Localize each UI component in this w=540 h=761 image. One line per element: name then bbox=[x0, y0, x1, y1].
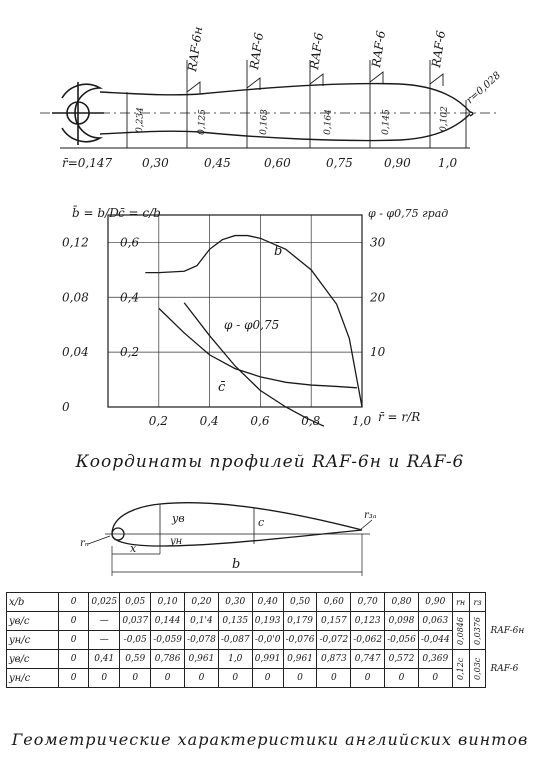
blade-outline bbox=[100, 84, 473, 141]
table-header-cell: 0,025 bbox=[89, 593, 120, 612]
row-label: yв/c bbox=[7, 650, 59, 669]
sketch-label-yv: yв bbox=[172, 512, 185, 525]
y-axis-label-phi: φ - φ0,75 град bbox=[368, 207, 449, 220]
table-cell: 0,873 bbox=[317, 650, 351, 669]
table-cell: 0 bbox=[89, 669, 120, 688]
rn-top-cell: 0,0846 bbox=[452, 612, 469, 650]
sketch-label-r-leading: rₙ bbox=[80, 538, 89, 549]
hub-icon bbox=[52, 82, 104, 145]
x-axis-label: r̄ = r/R bbox=[378, 410, 421, 424]
station-label: 0,30 bbox=[142, 156, 169, 170]
station-label: 0,60 bbox=[264, 156, 291, 170]
station-label: 0,45 bbox=[204, 156, 231, 170]
table-header-cell: 0,05 bbox=[120, 593, 151, 612]
table-cell: -0,062 bbox=[351, 631, 385, 650]
x-tick-label: 0,4 bbox=[199, 414, 219, 428]
table-header-cell: 0,60 bbox=[317, 593, 351, 612]
table-cell: -0,056 bbox=[385, 631, 419, 650]
y-tick-label-phi: 10 bbox=[370, 345, 386, 360]
coordinates-table bbox=[6, 592, 540, 688]
table-cell: -0,087 bbox=[218, 631, 252, 650]
profile-label: RAF-6 bbox=[429, 29, 449, 69]
table-header-cell: 0,90 bbox=[418, 593, 452, 612]
table-cell: 0 bbox=[317, 669, 351, 688]
table-cell: 0 bbox=[59, 650, 89, 669]
x-tick-label: 0,8 bbox=[301, 414, 321, 428]
sketch-label-yn: yн bbox=[170, 536, 183, 547]
table-cell: 0,098 bbox=[385, 612, 419, 631]
table-cell: 0,193 bbox=[252, 612, 283, 631]
table-header-cell: 0,70 bbox=[351, 593, 385, 612]
y-tick-label-b: 0,12 bbox=[62, 235, 89, 250]
table-cell: 0,157 bbox=[317, 612, 351, 631]
y-tick-label-b: 0,08 bbox=[62, 290, 89, 305]
table-cell: 0,063 bbox=[418, 612, 452, 631]
sketch-label-r-trailing: r₃ₐ bbox=[364, 510, 377, 521]
table-header-cell: rз bbox=[469, 593, 486, 612]
table-cell: 0,179 bbox=[283, 612, 317, 631]
y-tick-label-c: 0,6 bbox=[120, 235, 140, 250]
table-header-cell: 0,40 bbox=[252, 593, 283, 612]
distribution-chart bbox=[0, 195, 540, 445]
table-header-cell: 0 bbox=[59, 593, 89, 612]
rn-bottom-cell: 0,12c bbox=[452, 650, 469, 688]
table-header-cell: 0,10 bbox=[151, 593, 185, 612]
table-header-cell: x/b bbox=[7, 593, 59, 612]
bottom-caption: Геометрические характеристики английских винтов bbox=[11, 730, 529, 749]
table-cell: 0 bbox=[351, 669, 385, 688]
sketch-label-x: x bbox=[130, 542, 137, 555]
y-tick-label-c: 0,2 bbox=[120, 345, 140, 360]
table-cell: — bbox=[89, 631, 120, 650]
y-tick-label-b: 0,04 bbox=[62, 345, 89, 360]
table-cell: 0,123 bbox=[351, 612, 385, 631]
table-header-cell: rн bbox=[452, 593, 469, 612]
table-cell: 0,961 bbox=[283, 650, 317, 669]
y-tick-label-phi: 20 bbox=[370, 290, 386, 305]
table-cell: 0 bbox=[385, 669, 419, 688]
profile-sketch bbox=[0, 484, 540, 594]
table-cell: 0,786 bbox=[151, 650, 185, 669]
x-tick-label: 1,0 bbox=[352, 414, 372, 428]
table-cell: 0,59 bbox=[120, 650, 151, 669]
table-cell: 0 bbox=[283, 669, 317, 688]
y-tick-label-b: 0 bbox=[62, 400, 70, 414]
thickness-label: 0,125 bbox=[197, 109, 208, 136]
station-label: 0,75 bbox=[326, 156, 353, 170]
table-cell: -0,05 bbox=[120, 631, 151, 650]
profile-label: RAF-6 bbox=[247, 31, 267, 71]
table-cell: 0,572 bbox=[385, 650, 419, 669]
table-cell: 0 bbox=[151, 669, 185, 688]
table-header-cell: 0,20 bbox=[185, 593, 219, 612]
table-cell: 0,369 bbox=[418, 650, 452, 669]
thickness-label: 0,102 bbox=[439, 106, 450, 133]
sketch-label-c: c bbox=[258, 516, 265, 529]
thickness-label: 0,234 bbox=[135, 107, 146, 134]
table-cell: -0,0'0 bbox=[252, 631, 283, 650]
chart-grid bbox=[108, 215, 362, 407]
table-row bbox=[7, 650, 540, 669]
x-tick-label: 0,6 bbox=[250, 414, 270, 428]
y-axis-label-c: c̄ = c/b bbox=[118, 206, 161, 220]
table-cell: 0 bbox=[120, 669, 151, 688]
plot-frame bbox=[108, 215, 362, 407]
blade-planform-drawing bbox=[0, 0, 540, 200]
table-cell: 0,1'4 bbox=[185, 612, 219, 631]
table-header-cell: 0,50 bbox=[283, 593, 317, 612]
rz-bottom-cell: 0,03c bbox=[469, 650, 486, 688]
thickness-label: 0,145 bbox=[381, 109, 392, 136]
table-cell: -0,059 bbox=[151, 631, 185, 650]
table-cell: 0 bbox=[59, 631, 89, 650]
station-label: r̄=0,147 bbox=[62, 156, 113, 170]
table-cell: -0,072 bbox=[317, 631, 351, 650]
table-header-cell: 0,30 bbox=[218, 593, 252, 612]
rz-top-cell: 0,0376 bbox=[469, 612, 486, 650]
table-header-row bbox=[7, 593, 540, 612]
profile-label: RAF-6 bbox=[307, 31, 327, 71]
tip-radius-label: r=0,028 bbox=[464, 70, 504, 107]
table-cell: 0 bbox=[418, 669, 452, 688]
table-cell: 0 bbox=[185, 669, 219, 688]
y-tick-label-c: 0,4 bbox=[120, 290, 140, 305]
table-cell: 0,144 bbox=[151, 612, 185, 631]
y-axis-label-b: b̄ = b/D bbox=[72, 206, 119, 220]
table-header-cell: 0,80 bbox=[385, 593, 419, 612]
row-label: yв/c bbox=[7, 612, 59, 631]
profile-label: RAF-6 bbox=[369, 29, 389, 69]
station-label: 1,0 bbox=[438, 156, 458, 170]
series-label-phi: φ - φ0,75 bbox=[224, 318, 280, 332]
table-cell: -0,078 bbox=[185, 631, 219, 650]
thickness-label: 0,164 bbox=[323, 109, 334, 136]
table-cell: 0 bbox=[59, 669, 89, 688]
table-cell: 0,037 bbox=[120, 612, 151, 631]
table-cell: 0,961 bbox=[185, 650, 219, 669]
table-cell: 0,135 bbox=[218, 612, 252, 631]
x-tick-label: 0,2 bbox=[148, 414, 168, 428]
y-tick-label-phi: 30 bbox=[370, 235, 386, 250]
table-cell: 1,0 bbox=[218, 650, 252, 669]
profiles-caption: Координаты профилей RAF-6н и RAF-6 bbox=[75, 452, 465, 472]
profile-tag-bottom: RAF-6 bbox=[486, 650, 540, 688]
table-cell: 0,41 bbox=[89, 650, 120, 669]
sketch-label-b: b bbox=[232, 557, 241, 572]
airfoil-outline bbox=[112, 503, 362, 546]
station-label: 0,90 bbox=[384, 156, 411, 170]
table-cell: -0,044 bbox=[418, 631, 452, 650]
table-cell: -0,076 bbox=[283, 631, 317, 650]
table-cell: — bbox=[89, 612, 120, 631]
table-row bbox=[7, 612, 540, 631]
row-label: yн/c bbox=[7, 669, 59, 688]
row-label: yн/c bbox=[7, 631, 59, 650]
table-cell: 0 bbox=[218, 669, 252, 688]
table-cell: 0 bbox=[59, 612, 89, 631]
series-label-b: b̄ bbox=[274, 244, 283, 259]
table-cell: 0 bbox=[252, 669, 283, 688]
table-cell: 0,747 bbox=[351, 650, 385, 669]
profile-label: RAF-6н bbox=[185, 25, 206, 73]
table-cell: 0,991 bbox=[252, 650, 283, 669]
series-label-c: c̄ bbox=[218, 380, 226, 395]
profile-tag-top: RAF-6н bbox=[486, 612, 540, 650]
thickness-label: 0,163 bbox=[259, 109, 270, 136]
